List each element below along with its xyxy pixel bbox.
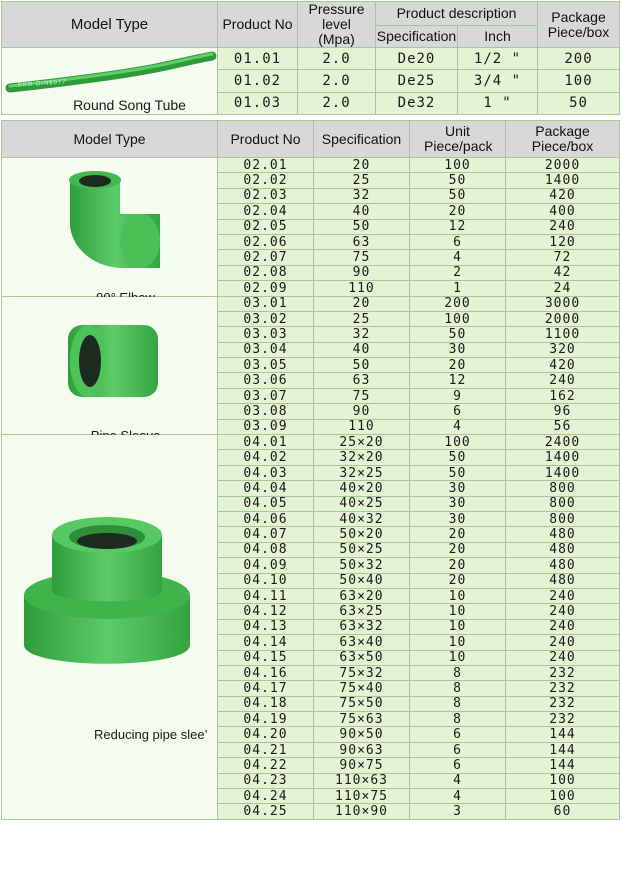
product-no: 04.17 xyxy=(218,681,314,696)
package: 2000 xyxy=(506,158,620,173)
product-no: 04.06 xyxy=(218,511,314,526)
unit-per-pack: 12 xyxy=(410,373,506,388)
product-no: 04.07 xyxy=(218,527,314,542)
product-no: 02.04 xyxy=(218,204,314,219)
specification: 110×75 xyxy=(314,789,410,804)
table-row xyxy=(2,158,620,173)
specification: 40×25 xyxy=(314,496,410,511)
unit-per-pack: 30 xyxy=(410,481,506,496)
package: 240 xyxy=(506,373,620,388)
product-no: 02.07 xyxy=(218,250,314,265)
specification: 63×20 xyxy=(314,588,410,603)
header-package: Package Piece/box xyxy=(538,2,620,48)
specification: 40×20 xyxy=(314,481,410,496)
header-inch: Inch xyxy=(458,26,538,48)
package: 200 xyxy=(538,48,620,70)
package: 144 xyxy=(506,758,620,773)
specification: 20 xyxy=(314,158,410,173)
header-product-no: Product No xyxy=(218,121,314,158)
specification: 40 xyxy=(314,342,410,357)
specification: 63×40 xyxy=(314,635,410,650)
unit-per-pack: 20 xyxy=(410,573,506,588)
specification: 63×50 xyxy=(314,650,410,665)
specification: 75×40 xyxy=(314,681,410,696)
package: 100 xyxy=(506,789,620,804)
specification: 75 xyxy=(314,250,410,265)
product-no: 04.15 xyxy=(218,650,314,665)
table-row xyxy=(2,435,620,450)
round-tube-table xyxy=(1,1,620,115)
table-row xyxy=(2,296,620,311)
unit-per-pack: 4 xyxy=(410,773,506,788)
product-no: 04.24 xyxy=(218,789,314,804)
specification: 110×90 xyxy=(314,804,410,819)
header-model-type: Model Type xyxy=(2,2,218,48)
tube-print-text: PPR DIN8077 xyxy=(17,79,67,89)
unit-per-pack: 3 xyxy=(410,804,506,819)
header-specification: Specification xyxy=(314,121,410,158)
package: 320 xyxy=(506,342,620,357)
package: 2400 xyxy=(506,435,620,450)
package: 480 xyxy=(506,542,620,557)
pipe-sleeve-fitting-icon xyxy=(50,305,170,420)
product-no: 04.13 xyxy=(218,619,314,634)
product-no: 01.01 xyxy=(218,48,298,70)
package: 800 xyxy=(506,481,620,496)
product-no: 04.19 xyxy=(218,712,314,727)
specification: 63 xyxy=(314,373,410,388)
package: 480 xyxy=(506,558,620,573)
package: 2000 xyxy=(506,311,620,326)
table-row xyxy=(2,48,620,70)
unit-per-pack: 100 xyxy=(410,311,506,326)
product-no: 03.02 xyxy=(218,311,314,326)
package: 232 xyxy=(506,696,620,711)
package: 1400 xyxy=(506,465,620,480)
specification: 32 xyxy=(314,327,410,342)
inch: 1/2 " xyxy=(458,48,538,70)
header-product-no: Product No xyxy=(218,2,298,48)
unit-per-pack: 20 xyxy=(410,558,506,573)
unit-per-pack: 10 xyxy=(410,619,506,634)
unit-per-pack: 4 xyxy=(410,419,506,434)
product-no: 04.18 xyxy=(218,696,314,711)
unit-per-pack: 8 xyxy=(410,681,506,696)
product-no: 02.05 xyxy=(218,219,314,234)
specification: 50×20 xyxy=(314,527,410,542)
package: 420 xyxy=(506,188,620,203)
product-no: 04.22 xyxy=(218,758,314,773)
product-no: 04.12 xyxy=(218,604,314,619)
unit-per-pack: 6 xyxy=(410,742,506,757)
product-no: 01.03 xyxy=(218,92,298,114)
package: 100 xyxy=(538,70,620,92)
specification: 25 xyxy=(314,173,410,188)
specification: 90×63 xyxy=(314,742,410,757)
unit-per-pack: 8 xyxy=(410,696,506,711)
product-no: 04.23 xyxy=(218,773,314,788)
specification: 50×40 xyxy=(314,573,410,588)
package: 96 xyxy=(506,404,620,419)
unit-per-pack: 10 xyxy=(410,588,506,603)
elbow-fitting-icon xyxy=(50,166,170,281)
product-no: 03.07 xyxy=(218,388,314,403)
product-no: 04.09 xyxy=(218,558,314,573)
model-label-reducer: Reducing pipe slee’ xyxy=(94,727,208,743)
product-no: 03.09 xyxy=(218,419,314,434)
specification: 25×20 xyxy=(314,435,410,450)
specification: 40 xyxy=(314,204,410,219)
model-cell-sleeve xyxy=(2,296,218,435)
product-no: 04.05 xyxy=(218,496,314,511)
pressure: 2.0 xyxy=(298,70,376,92)
package: 1400 xyxy=(506,450,620,465)
specification: 90×50 xyxy=(314,727,410,742)
package: 240 xyxy=(506,635,620,650)
unit-per-pack: 20 xyxy=(410,542,506,557)
unit-per-pack: 6 xyxy=(410,727,506,742)
product-no: 04.16 xyxy=(218,665,314,680)
product-no: 03.03 xyxy=(218,327,314,342)
unit-per-pack: 4 xyxy=(410,789,506,804)
header-pressure: Pressure level (Mpa) xyxy=(298,2,376,48)
unit-per-pack: 10 xyxy=(410,604,506,619)
unit-per-pack: 8 xyxy=(410,712,506,727)
model-label-round-tube: Round Song Tube xyxy=(73,97,186,113)
model-cell-reducer xyxy=(2,435,218,820)
unit-per-pack: 2 xyxy=(410,265,506,280)
specification: De25 xyxy=(376,70,458,92)
package: 480 xyxy=(506,573,620,588)
model-cell-elbow xyxy=(2,158,218,297)
unit-per-pack: 12 xyxy=(410,219,506,234)
unit-per-pack: 100 xyxy=(410,158,506,173)
product-no: 03.01 xyxy=(218,296,314,311)
package: 162 xyxy=(506,388,620,403)
specification: 20 xyxy=(314,296,410,311)
specification: 32 xyxy=(314,188,410,203)
header-model-type: Model Type xyxy=(2,121,218,158)
model-cell-round-tube xyxy=(2,48,218,115)
package: 3000 xyxy=(506,296,620,311)
green-pipe-tube-icon xyxy=(6,50,216,100)
unit-per-pack: 6 xyxy=(410,758,506,773)
product-no: 03.05 xyxy=(218,358,314,373)
specification: 40×32 xyxy=(314,511,410,526)
unit-per-pack: 20 xyxy=(410,358,506,373)
fittings-table xyxy=(1,120,620,820)
specification: 50×25 xyxy=(314,542,410,557)
specification: 63 xyxy=(314,234,410,249)
package: 144 xyxy=(506,727,620,742)
package: 56 xyxy=(506,419,620,434)
reducing-sleeve-fitting-icon xyxy=(12,495,202,690)
unit-per-pack: 30 xyxy=(410,511,506,526)
package: 24 xyxy=(506,281,620,296)
package: 60 xyxy=(506,804,620,819)
unit-per-pack: 100 xyxy=(410,435,506,450)
specification: 50×32 xyxy=(314,558,410,573)
product-no: 04.08 xyxy=(218,542,314,557)
product-no: 03.06 xyxy=(218,373,314,388)
product-no: 02.02 xyxy=(218,173,314,188)
unit-per-pack: 30 xyxy=(410,496,506,511)
specification: 63×25 xyxy=(314,604,410,619)
product-no: 04.20 xyxy=(218,727,314,742)
specification: 90×75 xyxy=(314,758,410,773)
specification: 75×32 xyxy=(314,665,410,680)
product-no: 02.09 xyxy=(218,281,314,296)
package: 1100 xyxy=(506,327,620,342)
unit-per-pack: 10 xyxy=(410,635,506,650)
header-product-description: Product description xyxy=(376,2,538,26)
unit-per-pack: 4 xyxy=(410,250,506,265)
product-no: 04.02 xyxy=(218,450,314,465)
package: 400 xyxy=(506,204,620,219)
product-no: 01.02 xyxy=(218,70,298,92)
pressure: 2.0 xyxy=(298,92,376,114)
unit-per-pack: 10 xyxy=(410,650,506,665)
header-package: Package Piece/box xyxy=(506,121,620,158)
header-specification: Specification xyxy=(376,26,458,48)
specification: 75×63 xyxy=(314,712,410,727)
product-no: 02.01 xyxy=(218,158,314,173)
package: 232 xyxy=(506,712,620,727)
unit-per-pack: 50 xyxy=(410,450,506,465)
unit-per-pack: 50 xyxy=(410,327,506,342)
header-unit: Unit Piece/pack xyxy=(410,121,506,158)
unit-per-pack: 8 xyxy=(410,665,506,680)
specification: 110 xyxy=(314,281,410,296)
unit-per-pack: 50 xyxy=(410,188,506,203)
package: 240 xyxy=(506,604,620,619)
product-no: 04.10 xyxy=(218,573,314,588)
package: 800 xyxy=(506,511,620,526)
specification: 50 xyxy=(314,358,410,373)
specification: 50 xyxy=(314,219,410,234)
specification: 63×32 xyxy=(314,619,410,634)
specification: 75 xyxy=(314,388,410,403)
package: 100 xyxy=(506,773,620,788)
product-no: 04.03 xyxy=(218,465,314,480)
unit-per-pack: 50 xyxy=(410,465,506,480)
product-no: 04.21 xyxy=(218,742,314,757)
package: 240 xyxy=(506,650,620,665)
specification: 75×50 xyxy=(314,696,410,711)
specification: 32×25 xyxy=(314,465,410,480)
package: 42 xyxy=(506,265,620,280)
specification: 90 xyxy=(314,265,410,280)
package: 420 xyxy=(506,358,620,373)
specification: 110×63 xyxy=(314,773,410,788)
unit-per-pack: 200 xyxy=(410,296,506,311)
product-no: 04.04 xyxy=(218,481,314,496)
package: 1400 xyxy=(506,173,620,188)
unit-per-pack: 30 xyxy=(410,342,506,357)
product-no: 04.11 xyxy=(218,588,314,603)
product-no: 04.01 xyxy=(218,435,314,450)
package: 480 xyxy=(506,527,620,542)
pressure: 2.0 xyxy=(298,48,376,70)
inch: 1 " xyxy=(458,92,538,114)
unit-per-pack: 9 xyxy=(410,388,506,403)
package: 50 xyxy=(538,92,620,114)
package: 72 xyxy=(506,250,620,265)
unit-per-pack: 50 xyxy=(410,173,506,188)
package: 144 xyxy=(506,742,620,757)
unit-per-pack: 1 xyxy=(410,281,506,296)
specification: 25 xyxy=(314,311,410,326)
product-no: 02.08 xyxy=(218,265,314,280)
product-no: 02.03 xyxy=(218,188,314,203)
inch: 3/4 " xyxy=(458,70,538,92)
package: 232 xyxy=(506,665,620,680)
specification: 32×20 xyxy=(314,450,410,465)
specification: De20 xyxy=(376,48,458,70)
product-no: 02.06 xyxy=(218,234,314,249)
product-no: 03.08 xyxy=(218,404,314,419)
package: 120 xyxy=(506,234,620,249)
package: 800 xyxy=(506,496,620,511)
product-no: 04.14 xyxy=(218,635,314,650)
product-no: 04.25 xyxy=(218,804,314,819)
package: 240 xyxy=(506,219,620,234)
unit-per-pack: 20 xyxy=(410,204,506,219)
specification: 90 xyxy=(314,404,410,419)
package: 240 xyxy=(506,588,620,603)
specification: De32 xyxy=(376,92,458,114)
product-no: 03.04 xyxy=(218,342,314,357)
package: 240 xyxy=(506,619,620,634)
package: 232 xyxy=(506,681,620,696)
unit-per-pack: 20 xyxy=(410,527,506,542)
specification: 110 xyxy=(314,419,410,434)
unit-per-pack: 6 xyxy=(410,404,506,419)
unit-per-pack: 6 xyxy=(410,234,506,249)
